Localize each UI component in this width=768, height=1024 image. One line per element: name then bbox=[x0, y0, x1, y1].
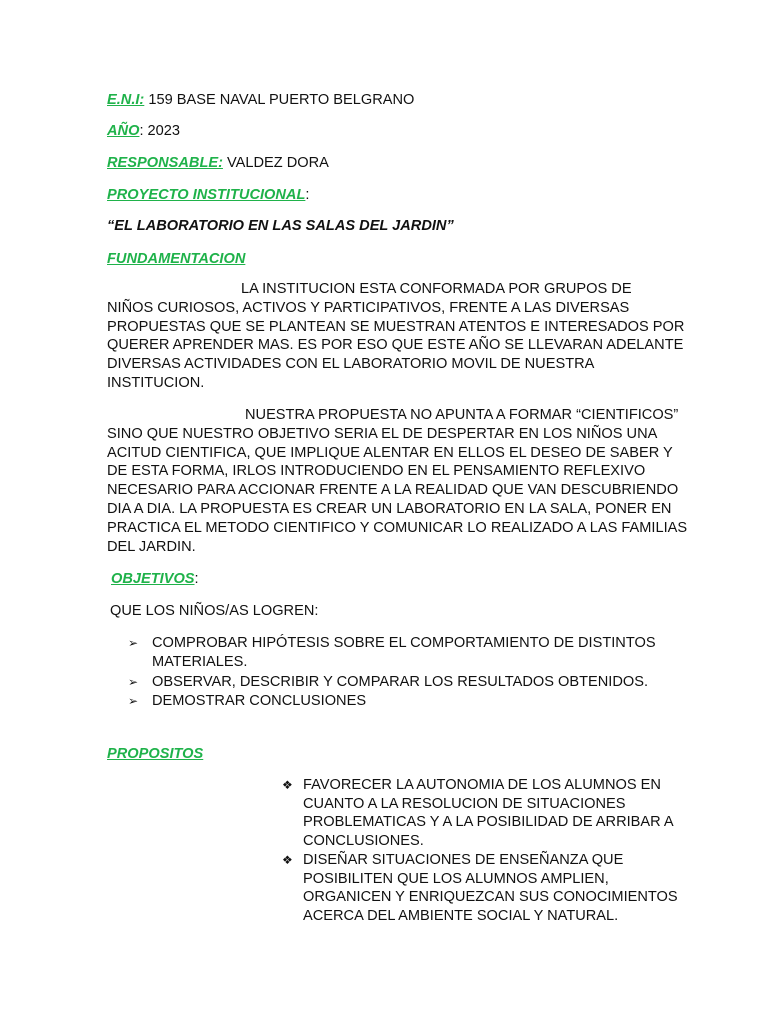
proyecto-suffix: : bbox=[305, 187, 310, 203]
paragraph-line: INSTITUCION. bbox=[107, 374, 205, 391]
paragraph-line: QUERER APRENDER MAS. ES POR ESO QUE ESTE AÑO SE LLEVARAN ADELANTE bbox=[107, 337, 684, 354]
paragraph-line: DEL JARDIN. bbox=[107, 538, 196, 555]
paragraph-line: LA INSTITUCION ESTA CONFORMADA POR GRUPOS DE bbox=[241, 281, 632, 297]
objetivos-heading: OBJETIVOS bbox=[111, 571, 195, 587]
anio-line bbox=[107, 122, 180, 140]
paragraph-line: NIÑOS CURIOSOS, ACTIVOS Y PARTICIPATIVOS, FRENTE A LAS DIVERSAS bbox=[107, 299, 630, 316]
objetivos-list bbox=[128, 634, 688, 712]
list-item-text: CONCLUSIONES. bbox=[303, 833, 424, 850]
list-item bbox=[282, 851, 682, 926]
list-item-text: FAVORECER LA AUTONOMIA DE LOS ALUMNOS EN bbox=[303, 777, 661, 793]
paragraph-line: ACITUD CIENTIFICA, QUE IMPLIQUE ALENTAR EN ELLOS EL DESEO DE SABER Y bbox=[107, 444, 673, 461]
objetivos-intro: QUE LOS NIÑOS/AS LOGREN: bbox=[110, 603, 319, 619]
paragraph-line: DIA A DIA. LA PROPUESTA ES CREAR UN LABORATORIO EN LA SALA, PONER EN bbox=[107, 500, 672, 517]
list-item-text: OBSERVAR, DESCRIBIR Y COMPARAR LOS RESULTADOS OBTENIDOS. bbox=[152, 673, 649, 690]
eni-value: 159 BASE NAVAL PUERTO BELGRANO bbox=[144, 92, 415, 108]
arrow-bullet-icon: ➢ bbox=[128, 694, 139, 709]
list-item-text: ACERCA DEL AMBIENTE SOCIAL Y NATURAL. bbox=[303, 907, 619, 924]
objetivos-heading-line bbox=[111, 570, 199, 588]
paragraph-line: SINO QUE NUESTRO OBJETIVO SERIA EL DE DESPERTAR EN LOS NIÑOS UNA bbox=[107, 425, 658, 442]
proyecto-line bbox=[107, 186, 309, 204]
propositos-heading: PROPOSITOS bbox=[107, 746, 204, 762]
list-item-text: ORGANICEN Y ENRIQUEZCAN SUS CONOCIMIENTOS bbox=[303, 889, 678, 906]
list-item-text: MATERIALES. bbox=[152, 654, 248, 671]
responsable-line bbox=[107, 154, 329, 172]
diamond-bullet-icon: ❖ bbox=[282, 852, 293, 867]
anio-label: AÑO bbox=[107, 123, 140, 139]
list-item-text: DEMOSTRAR CONCLUSIONES bbox=[152, 693, 367, 710]
list-item bbox=[128, 673, 688, 692]
list-item-text: PROBLEMATICAS Y A LA POSIBILIDAD DE ARRIBAR A bbox=[303, 814, 674, 831]
list-item-text: COMPROBAR HIPÓTESIS SOBRE EL COMPORTAMIENTO DE DISTINTOS bbox=[152, 635, 656, 651]
project-title: “EL LABORATORIO EN LAS SALAS DEL JARDIN” bbox=[107, 218, 454, 234]
list-item bbox=[282, 776, 682, 851]
arrow-bullet-icon: ➢ bbox=[128, 674, 139, 689]
responsable-label: RESPONSABLE: bbox=[107, 155, 223, 171]
responsable-value: VALDEZ DORA bbox=[222, 155, 329, 171]
fundamentacion-heading-line bbox=[107, 250, 245, 268]
list-item-text: DISEÑAR SITUACIONES DE ENSEÑANZA QUE bbox=[303, 851, 624, 868]
propositos-list bbox=[282, 776, 682, 926]
propositos-heading-line bbox=[107, 745, 203, 763]
list-item bbox=[128, 692, 688, 711]
paragraph-line: DE ESTA FORMA, IRLOS INTRODUCIENDO EN EL PENSAMIENTO REFLEXIVO bbox=[107, 463, 646, 480]
fundamentacion-paragraph-2 bbox=[107, 406, 688, 556]
paragraph-line: NUESTRA PROPUESTA NO APUNTA A FORMAR “CIENTIFICOS” bbox=[245, 407, 679, 423]
proyecto-label: PROYECTO INSTITUCIONAL bbox=[107, 187, 306, 203]
list-item-text: POSIBILITEN QUE LOS ALUMNOS AMPLIEN, bbox=[303, 870, 609, 887]
diamond-bullet-icon: ❖ bbox=[282, 778, 293, 792]
eni-line bbox=[107, 91, 414, 109]
fundamentacion-heading: FUNDAMENTACION bbox=[107, 251, 246, 267]
paragraph-line: DIVERSAS ACTIVIDADES CON EL LABORATORIO MOVIL DE NUESTRA bbox=[107, 356, 595, 373]
paragraph-line: PROPUESTAS QUE SE PLANTEAN SE MUESTRAN ATENTOS E INTERESADOS POR bbox=[107, 318, 685, 335]
arrow-bullet-icon: ➢ bbox=[128, 636, 139, 650]
anio-value: : 2023 bbox=[139, 123, 181, 139]
paragraph-line: PRACTICA EL METODO CIENTIFICO Y COMUNICAR LO REALIZADO A LAS FAMILIAS bbox=[107, 519, 688, 536]
objetivos-suffix: : bbox=[194, 571, 199, 587]
paragraph-line: NECESARIO PARA ACCIONAR FRENTE A LA REALIDAD QUE VAN DESCUBRIENDO bbox=[107, 482, 679, 499]
list-item bbox=[128, 634, 688, 673]
eni-label: E.N.I: bbox=[107, 92, 145, 108]
list-item-text: CUANTO A LA RESOLUCION DE SITUACIONES bbox=[303, 795, 626, 812]
fundamentacion-paragraph-1 bbox=[107, 280, 685, 393]
